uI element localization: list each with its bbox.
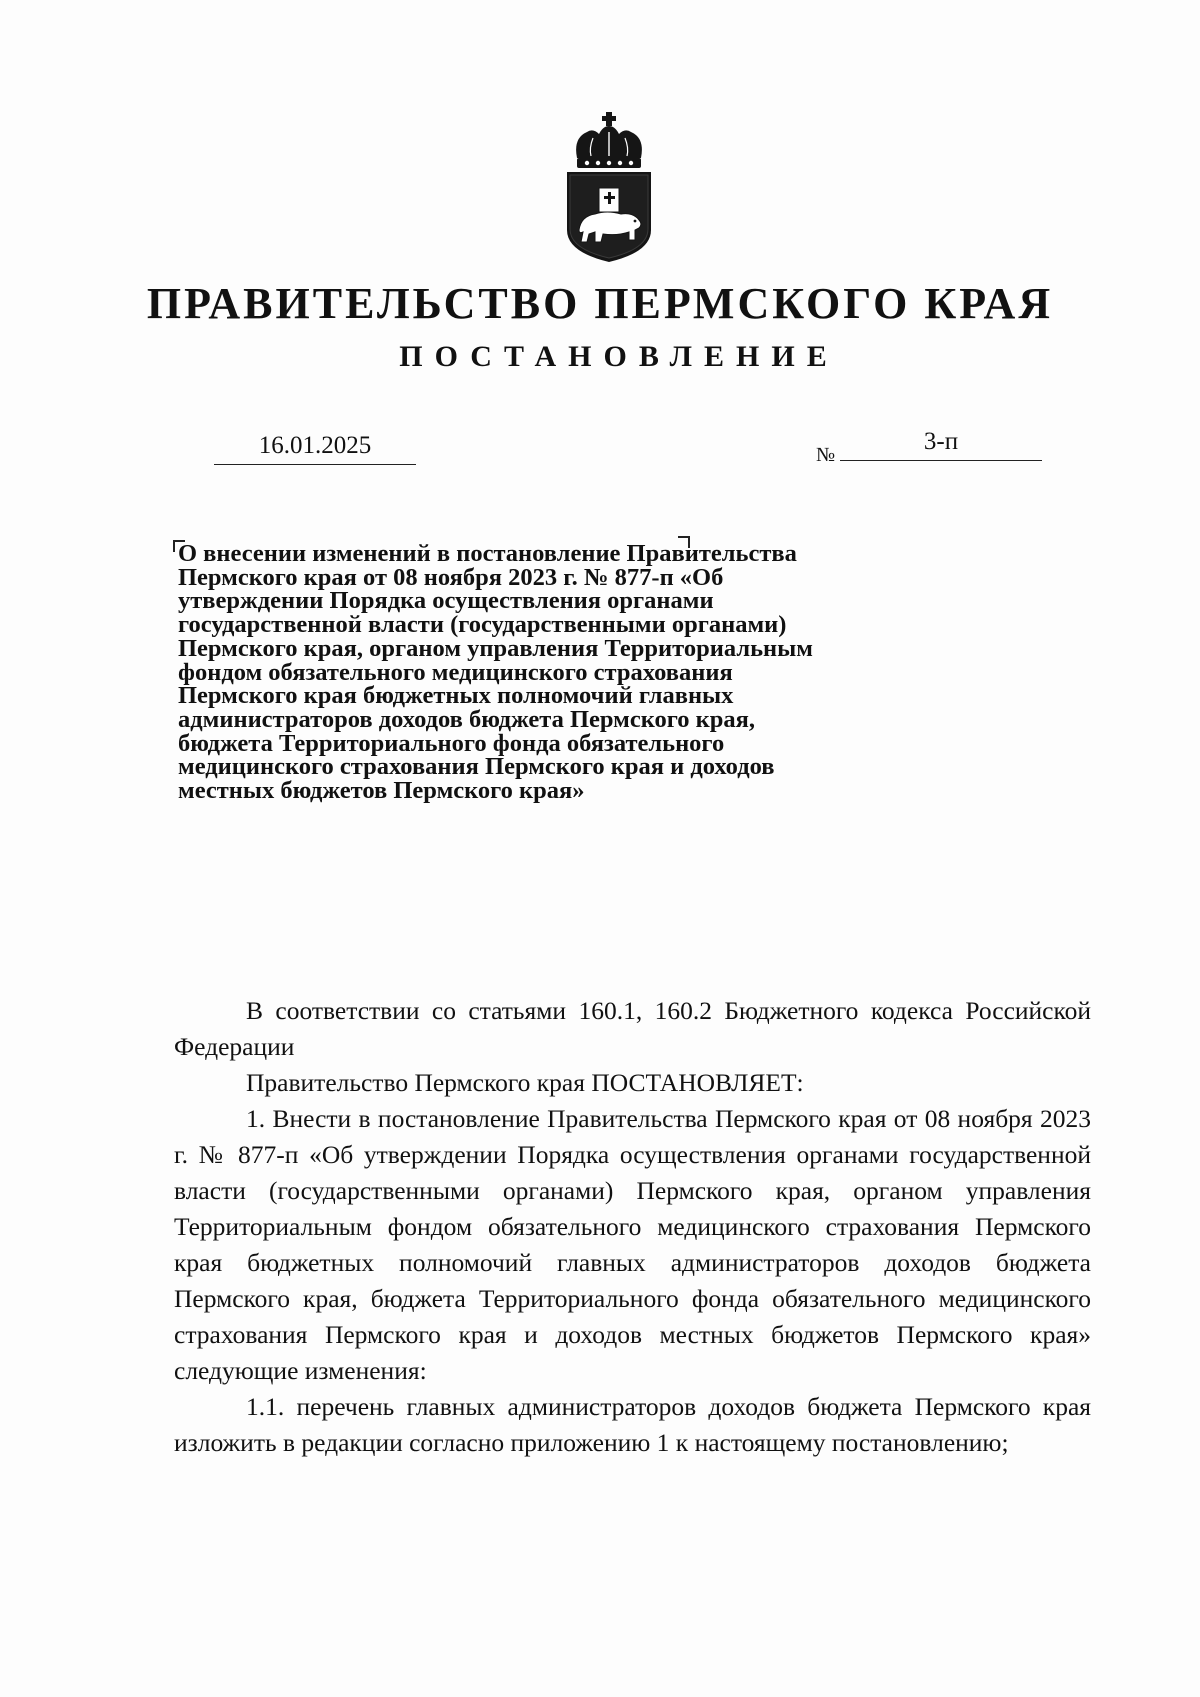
coat-of-arms-icon xyxy=(563,112,655,262)
government-title: ПРАВИТЕЛЬСТВО ПЕРМСКОГО КРАЯ xyxy=(146,279,1054,328)
document-type-heading: ПОСТАНОВЛЕНИЕ xyxy=(399,340,839,373)
body-paragraph: Правительство Пермского края ПОСТАНОВЛЯЕТ: xyxy=(246,1068,804,1097)
body-paragraph: 1. Внести в постановление Правительства Пермского края от 08 ноября 2023 г. № 877-п «Об утверждении Порядка осуществления органами государственной власти (государственными органами) Пермского края, органом управления Территориальным фондом обязательного медицинского страхования Пермского края бюджетных полномочий главных администраторов доходов бюджета Пермского края, бюджета Территориального фонда обязательного медицинского страхования Пермского края и доходов местных бюджетов Пермского края» следующие изменения: xyxy=(174,1104,1091,1385)
number-label: № xyxy=(816,444,836,466)
body-paragraph: В соответствии со статьями 160.1, 160.2 Бюджетного кодекса Российской Федерации xyxy=(174,996,1091,1061)
document-subject: О внесении изменений в постановление Правительства Пермского края от 08 ноября 2023 г. № 877-п «Об утверждении Порядка осуществления органами государственной власти (государственными органами) Пермского края, органом управления Территориальным фондом обязательного медицинского страхования Пермского края бюджетных полномочий главных администраторов доходов бюджета Пермского края, бюджета Территориального фонда обязательного медицинского страхования Пермского края и доходов местных бюджетов Пермского края» xyxy=(178,540,813,805)
body-paragraph: 1.1. перечень главных администраторов доходов бюджета Пермского края изложить в редакции согласно приложению 1 к настоящему постановлению; xyxy=(174,1392,1091,1457)
document-number: 3-п xyxy=(840,424,1042,461)
document-date: 16.01.2025 xyxy=(214,428,416,465)
document-body xyxy=(174,993,1091,1461)
